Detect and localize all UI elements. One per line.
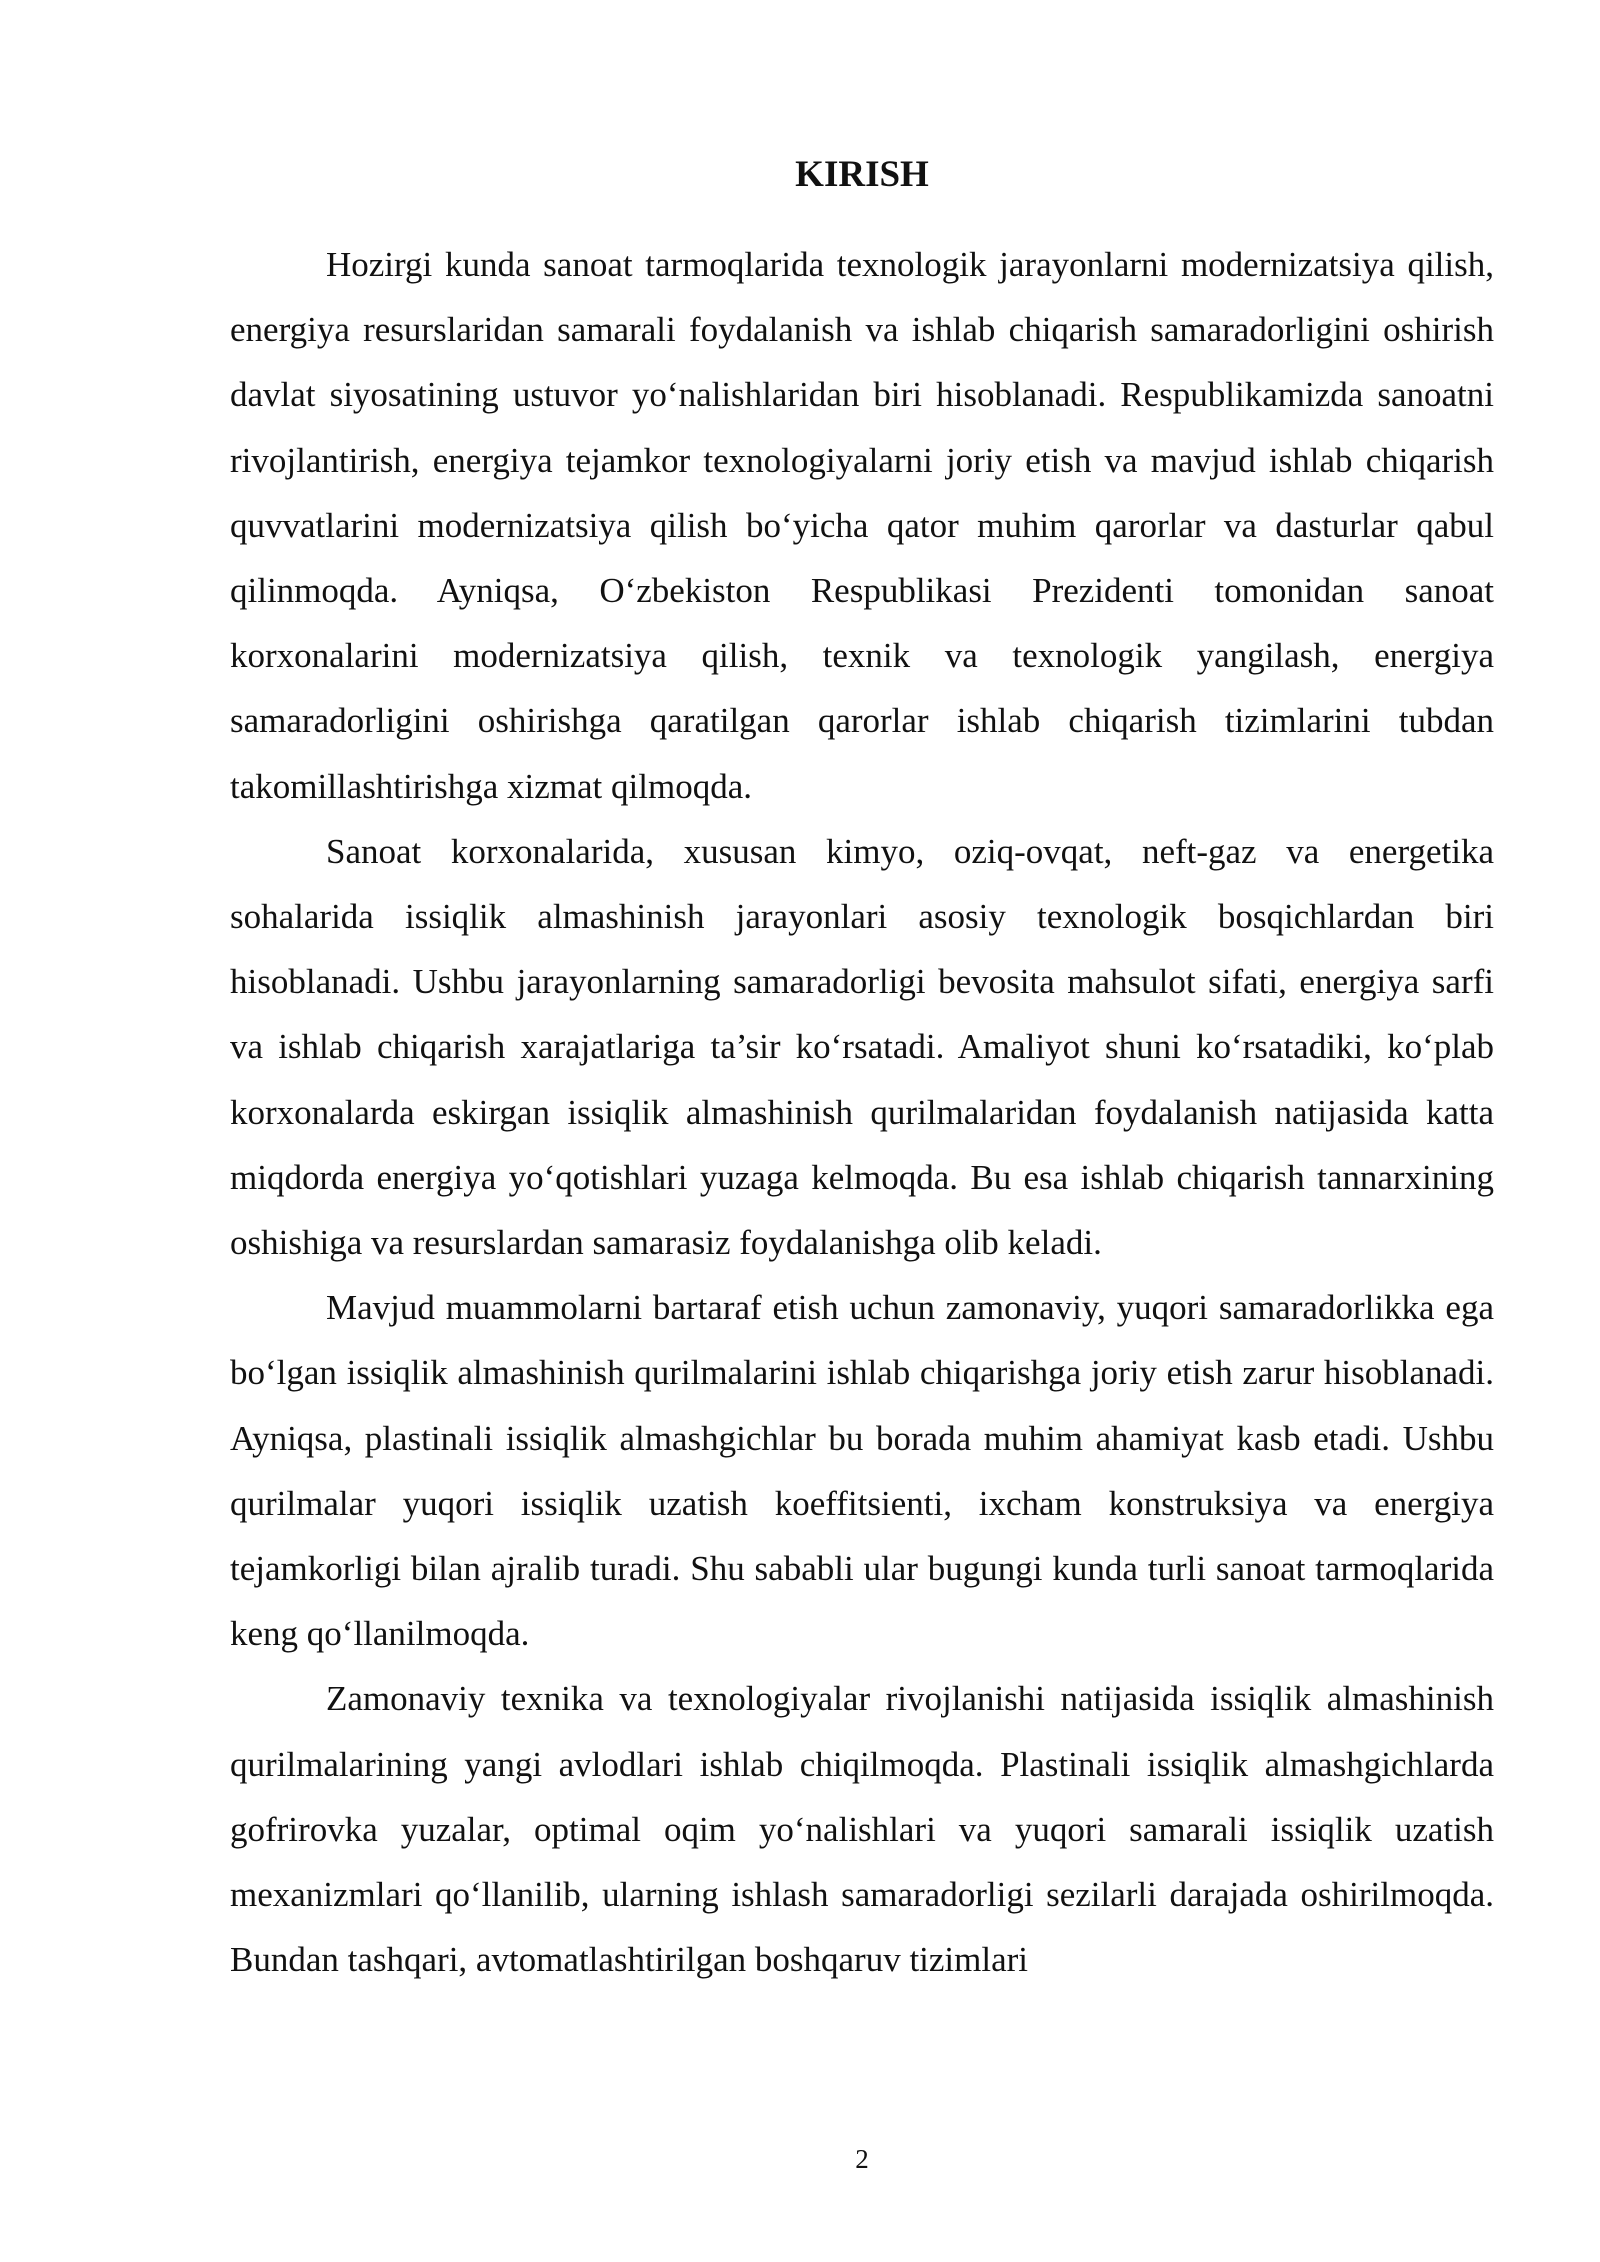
page-number: 2 (855, 2144, 869, 2174)
paragraph-3: Mavjud muammolarni bartaraf etish uchun zamonaviy, yuqori samaradorlikka ega bo‘lgan issiqlik almashinish qurilmalarini ishlab chiqarishga joriy etish zarur hisoblanadi. Ayniqsa, plastinali issiqlik almashgichlar bu borada muhim ahamiyat kasb etadi. Ushbu qurilmalar yuqori issiqlik uzatish koeffitsienti, ixcham konstruksiya va energiya tejamkorligi bilan ajralib turadi. Shu sababli ular bugungi kunda turli sanoat tarmoqlarida keng qo‘llanilmoqda. (230, 1288, 1494, 1654)
section-heading: KIRISH (795, 154, 929, 195)
paragraph-2: Sanoat korxonalarida, xususan kimyo, oziq-ovqat, neft-gaz va energetika sohalarida issiqlik almashinish jarayonlari asosiy texnologik bosqichlardan biri hisoblanadi. Ushbu jarayonlarning samaradorligi bevosita mahsulot sifati, energiya sarfi va ishlab chiqarish xarajatlariga ta’sir ko‘rsatadi. Amaliyot shuni ko‘rsatadiki, ko‘plab korxonalarda eskirgan issiqlik almashinish qurilmalaridan foydalanish natijasida katta miqdorda energiya yo‘qotishlari yuzaga kelmoqda. Bu esa ishlab chiqarish tannarxining oshishiga va resurslardan samarasiz foydalanishga olib keladi. (230, 831, 1494, 1263)
body-text (230, 232, 1494, 1992)
paragraph-1: Hozirgi kunda sanoat tarmoqlarida texnologik jarayonlarni modernizatsiya qilish, energiya resurslaridan samarali foydalanish va ishlab chiqarish samaradorligini oshirish davlat siyosatining ustuvor yo‘nalishlaridan biri hisoblanadi. Respublikamizda sanoatni rivojlantirish, energiya tejamkor texnologiyalarni joriy etish va mavjud ishlab chiqarish quvvatlarini modernizatsiya qilish bo‘yicha qator muhim qarorlar va dasturlar qabul qilinmoqda. Ayniqsa, O‘zbekiston Respublikasi Prezidenti tomonidan sanoat korxonalarini modernizatsiya qilish, texnik va texnologik yangilash, energiya samaradorligini oshirishga qaratilgan qarorlar ishlab chiqarish tizimlarini tubdan takomillashtirishga xizmat qilmoqda. (230, 245, 1494, 806)
paragraph-4: Zamonaviy texnika va texnologiyalar rivojlanishi natijasida issiqlik almashinish qurilmalarining yangi avlodlari ishlab chiqilmoqda. Plastinali issiqlik almashgichlarda gofrirovka yuzalar, optimal oqim yo‘nalishlari va yuqori samarali issiqlik uzatish mexanizmlari qo‘llanilib, ularning ishlash samaradorligi sezilarli darajada oshirilmoqda. Bundan tashqari, avtomatlashtirilgan boshqaruv tizimlari (230, 1679, 1494, 1980)
